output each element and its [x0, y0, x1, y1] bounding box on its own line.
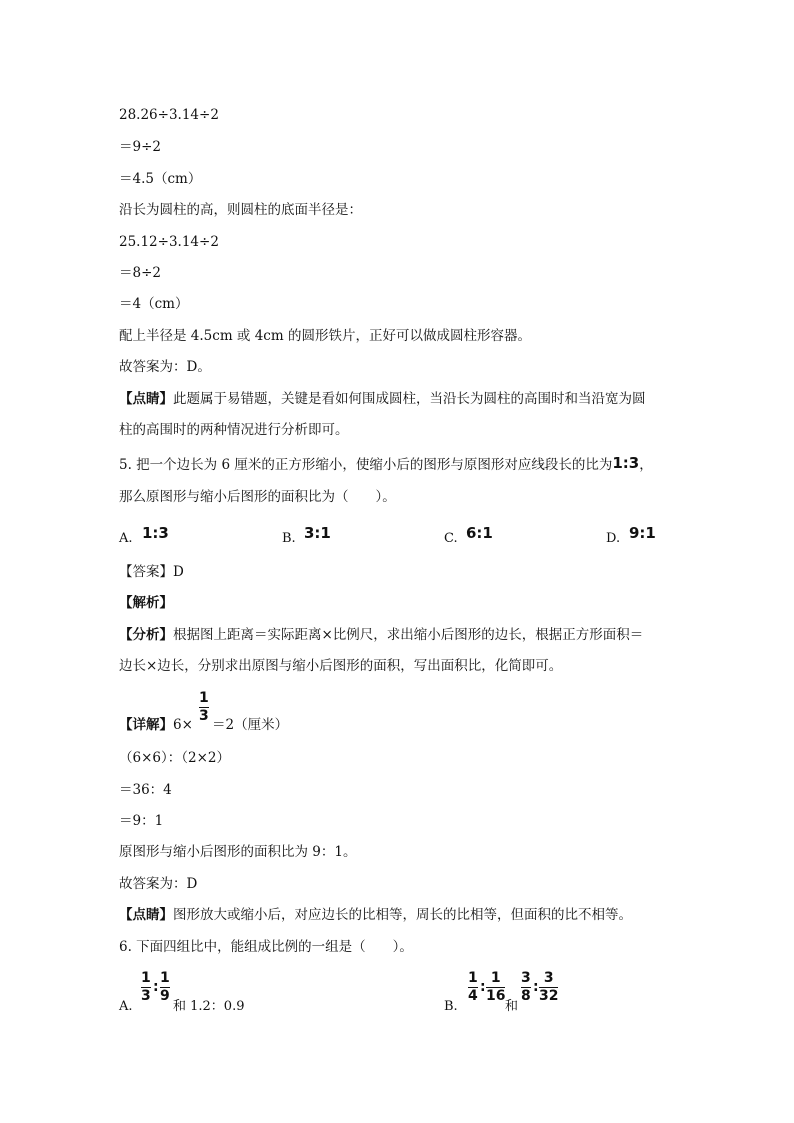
calc-line: ＝8÷2 [119, 265, 161, 281]
calc-line: 28.26÷3.14÷2 [119, 107, 219, 123]
option-b-and: 和 [505, 999, 519, 1014]
comment-text: 此题属于易错题，关键是看如何围成圆柱，当沿长为圆柱的高围时和当沿宽为圆 [173, 391, 646, 407]
stem-ratio: 1:3 [612, 454, 640, 472]
option-d-value[interactable]: 9:1 [629, 524, 656, 542]
answer-line: 故答案为：D [119, 876, 198, 892]
option-b-letter[interactable]: B. [282, 531, 296, 546]
text-line: 原图形与缩小后图形的面积比为 9：1。 [119, 844, 357, 860]
option-a-fraction-1: 1 3 [141, 970, 151, 1004]
option-b-fraction-4: 3 32 [539, 970, 559, 1004]
detail-result: ＝2（厘米） [212, 717, 289, 733]
option-b-letter[interactable]: B. [444, 999, 458, 1014]
question-5-stem-2: 那么原图形与缩小后图形的面积比为（ ）。 [119, 489, 396, 505]
option-b-fraction-2: 1 16 [486, 970, 506, 1004]
question-5-stem: 5. 把一个边长为 6 厘米的正方形缩小，使缩小后的图形与原图形对应线段长的比为1:3， [119, 454, 653, 473]
ratio-colon: : [533, 979, 539, 995]
ratio-colon: : [480, 979, 486, 995]
answer-line: 故答案为：D。 [119, 359, 211, 375]
option-c-letter[interactable]: C. [444, 531, 458, 546]
text-line: 配上半径是 4.5cm 或 4cm 的圆形铁片，正好可以做成圆柱形容器。 [119, 328, 531, 344]
option-d-letter[interactable]: D. [606, 531, 621, 546]
detail-line: 【详解】6× [119, 717, 193, 733]
detail-tag: 【详解】 [119, 717, 173, 733]
comment-tag: 【点睛】 [119, 907, 173, 923]
option-a-letter[interactable]: A. [119, 999, 133, 1014]
analysis-line: 边长×边长，分别求出原图与缩小后图形的面积，写出面积比，化简即可。 [119, 658, 563, 674]
calc-line: ＝36：4 [119, 782, 172, 798]
calc-line: ＝9÷2 [119, 139, 161, 155]
calc-line: ＝9：1 [119, 813, 164, 829]
ratio-colon: : [153, 979, 159, 995]
calc-line: ＝4（cm） [119, 296, 189, 312]
calc-line: （6×6）：（2×2） [119, 750, 230, 766]
answer-line: 【答案】D [119, 564, 184, 580]
analysis-line: 【分析】根据图上距离＝实际距离×比例尺，求出缩小后图形的边长，根据正方形面积＝ [119, 627, 644, 643]
text-line: 沿长为圆柱的高，则圆柱的底面半径是： [119, 202, 362, 218]
comment-line [119, 390, 646, 408]
comment-tag: 【点睛】 [119, 391, 173, 407]
option-a-value[interactable]: 1:3 [142, 524, 169, 542]
analysis-title: 【解析】 [119, 595, 173, 611]
calc-line: ＝4.5（cm） [119, 171, 202, 187]
fraction-one-third: 1 3 [199, 690, 209, 724]
question-6-stem: 6. 下面四组比中，能组成比例的一组是（ ）。 [119, 939, 413, 955]
comment-line: 柱的高围时的两种情况进行分析即可。 [119, 422, 349, 438]
option-b-fraction-3: 3 8 [521, 970, 531, 1004]
calc-line: 25.12÷3.14÷2 [119, 234, 219, 250]
option-b-value[interactable]: 3:1 [304, 524, 331, 542]
comment-line: 【点睛】图形放大或缩小后，对应边长的比相等，周长的比相等，但面积的比不相等。 [119, 907, 632, 923]
option-c-value[interactable]: 6:1 [466, 524, 493, 542]
option-a-letter[interactable]: A. [119, 531, 133, 546]
analysis-tag: 【分析】 [119, 627, 173, 643]
option-a-tail[interactable]: 和 1.2：0.9 [173, 999, 245, 1014]
option-a-fraction-2: 1 9 [160, 970, 170, 1004]
option-b-fraction-1: 1 4 [468, 970, 478, 1004]
